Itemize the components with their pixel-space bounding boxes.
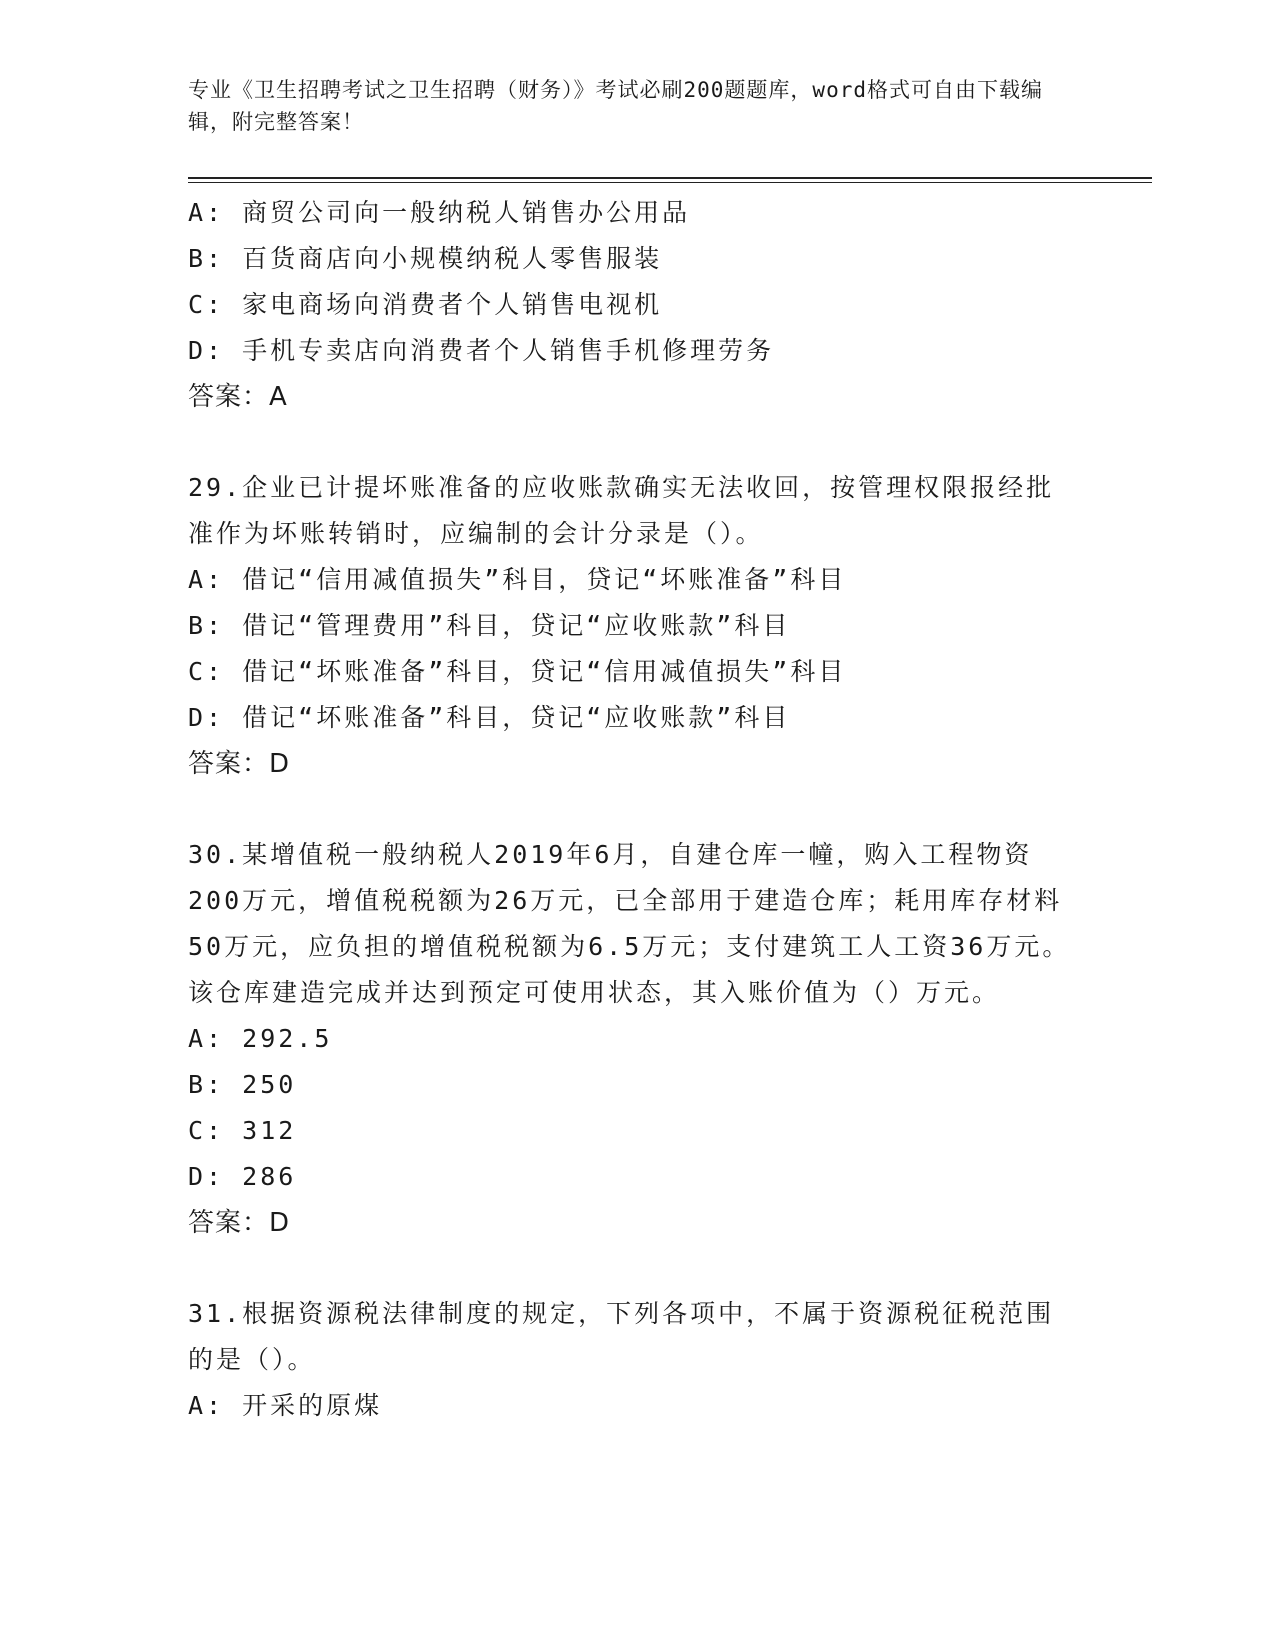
question-list	[188, 190, 1088, 1429]
question-stem: 31.根据资源税法律制度的规定，下列各项中，不属于资源税征税范围的是（）。	[188, 1299, 1055, 1374]
option-b: B: 250	[188, 1070, 297, 1099]
option-d: D: 借记“坏账准备”科目，贷记“应收账款”科目	[188, 703, 791, 732]
option-d: D: 手机专卖店向消费者个人销售手机修理劳务	[188, 336, 775, 365]
option-c: C: 借记“坏账准备”科目，贷记“信用减值损失”科目	[188, 657, 847, 686]
answer: 答案：D	[188, 1208, 291, 1238]
option-b: B: 借记“管理费用”科目，贷记“应收账款”科目	[188, 611, 791, 640]
option-c: C: 家电商场向消费者个人销售电视机	[188, 290, 663, 319]
option-a: A: 借记“信用减值损失”科目，贷记“坏账准备”科目	[188, 565, 847, 594]
question-30	[188, 832, 1088, 1246]
option-a: A: 商贸公司向一般纳税人销售办公用品	[188, 198, 691, 227]
answer: 答案：D	[188, 749, 291, 779]
answer: 答案：A	[188, 382, 288, 412]
document-header: 专业《卫生招聘考试之卫生招聘（财务）》考试必刷200题题库，word格式可自由下载编辑，附完整答案！	[188, 78, 1043, 134]
option-a: A: 开采的原煤	[188, 1391, 383, 1420]
question-28	[188, 190, 1088, 420]
option-b: B: 百货商店向小规模纳税人零售服装	[188, 244, 663, 273]
option-d: D: 286	[188, 1162, 297, 1191]
question-31	[188, 1291, 1088, 1429]
question-stem: 30.某增值税一般纳税人2019年6月，自建仓库一幢，购入工程物资200万元，增值税税额为26万元，已全部用于建造仓库；耗用库存材料50万元，应负担的增值税税额为6.5万元；支付建筑工人工资36万元。该仓库建造完成并达到预定可使用状态，其入账价值为（）万元。	[188, 840, 1071, 1007]
option-c: C: 312	[188, 1116, 297, 1145]
option-a: A: 292.5	[188, 1024, 333, 1053]
question-29	[188, 465, 1088, 787]
question-stem: 29.企业已计提坏账准备的应收账款确实无法收回，按管理权限报经批准作为坏账转销时，应编制的会计分录是（）。	[188, 473, 1055, 548]
header-divider	[188, 177, 1152, 183]
